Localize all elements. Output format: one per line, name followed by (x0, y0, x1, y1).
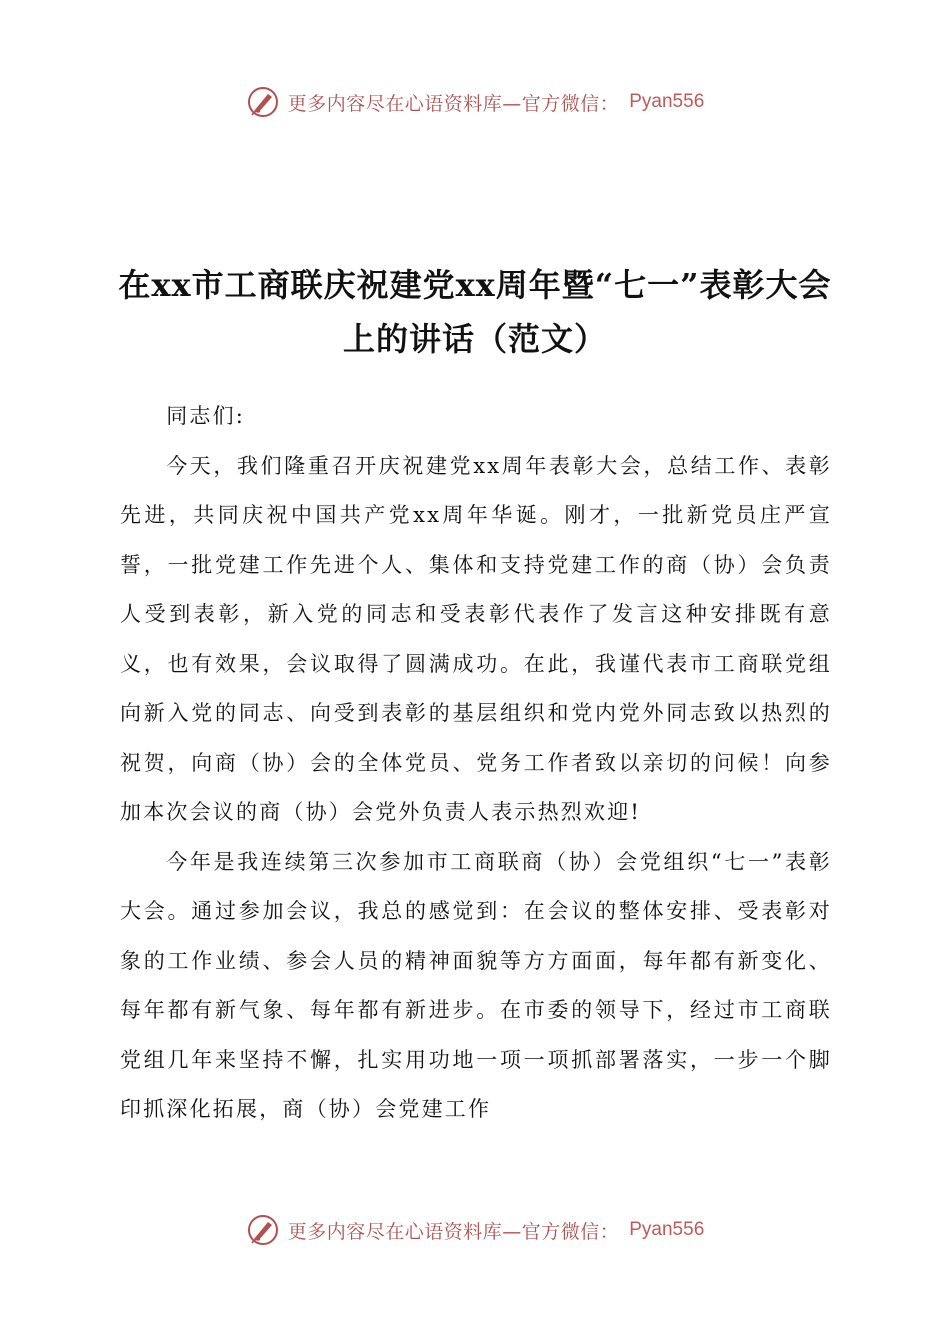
footer-watermark (0, 1210, 950, 1250)
document-title: 在xx市工商联庆祝建党xx周年暨“七一”表彰大会上的讲话（范文） (118, 266, 832, 358)
document-body (120, 392, 832, 1135)
pen-logo-icon (246, 85, 280, 119)
watermark-handle: Pyan556 (629, 1219, 705, 1240)
watermark-text: 更多内容尽在心语资料库—官方微信： (287, 1220, 620, 1243)
watermark-text: 更多内容尽在心语资料库—官方微信： (287, 92, 620, 115)
paragraph-2: 今年是我连续第三次参加市工商联商（协）会党组织“七一”表彰大会。通过参加会议，我总的感觉到：在会议的整体安排、受表彰对象的工作业绩、参会人员的精神面貌等方方面面，每年都有新变化、每年都有新气象、每年都有新进步。在市委的领导下，经过市工商联党组几年来坚持不懈，扎实用功地一项一项抓部署落实，一步一个脚印抓深化拓展，商（协）会党建工作 (120, 849, 832, 1121)
pen-logo-icon (246, 1213, 280, 1247)
paragraph-1: 今天，我们隆重召开庆祝建党xx周年表彰大会，总结工作、表彰先进，共同庆祝中国共产党xx周年华诞。刚才，一批新党员庄严宣誓，一批党建工作先进个人、集体和支持党建工作的商（协）会负责人受到表彰，新入党的同志和受表彰代表作了发言这种安排既有意义，也有效果，会议取得了圆满成功。在此，我谨代表市工商联党组向新入党的同志、向受到表彰的基层组织和党内党外同志致以热烈的祝贺，向商（协）会的全体党员、党务工作者致以亲切的问候！向参加本次会议的商（协）会党外负责人表示热烈欢迎! (120, 453, 832, 824)
header-watermark (0, 82, 950, 122)
salutation: 同志们: (166, 404, 246, 428)
watermark-handle: Pyan556 (629, 91, 705, 112)
